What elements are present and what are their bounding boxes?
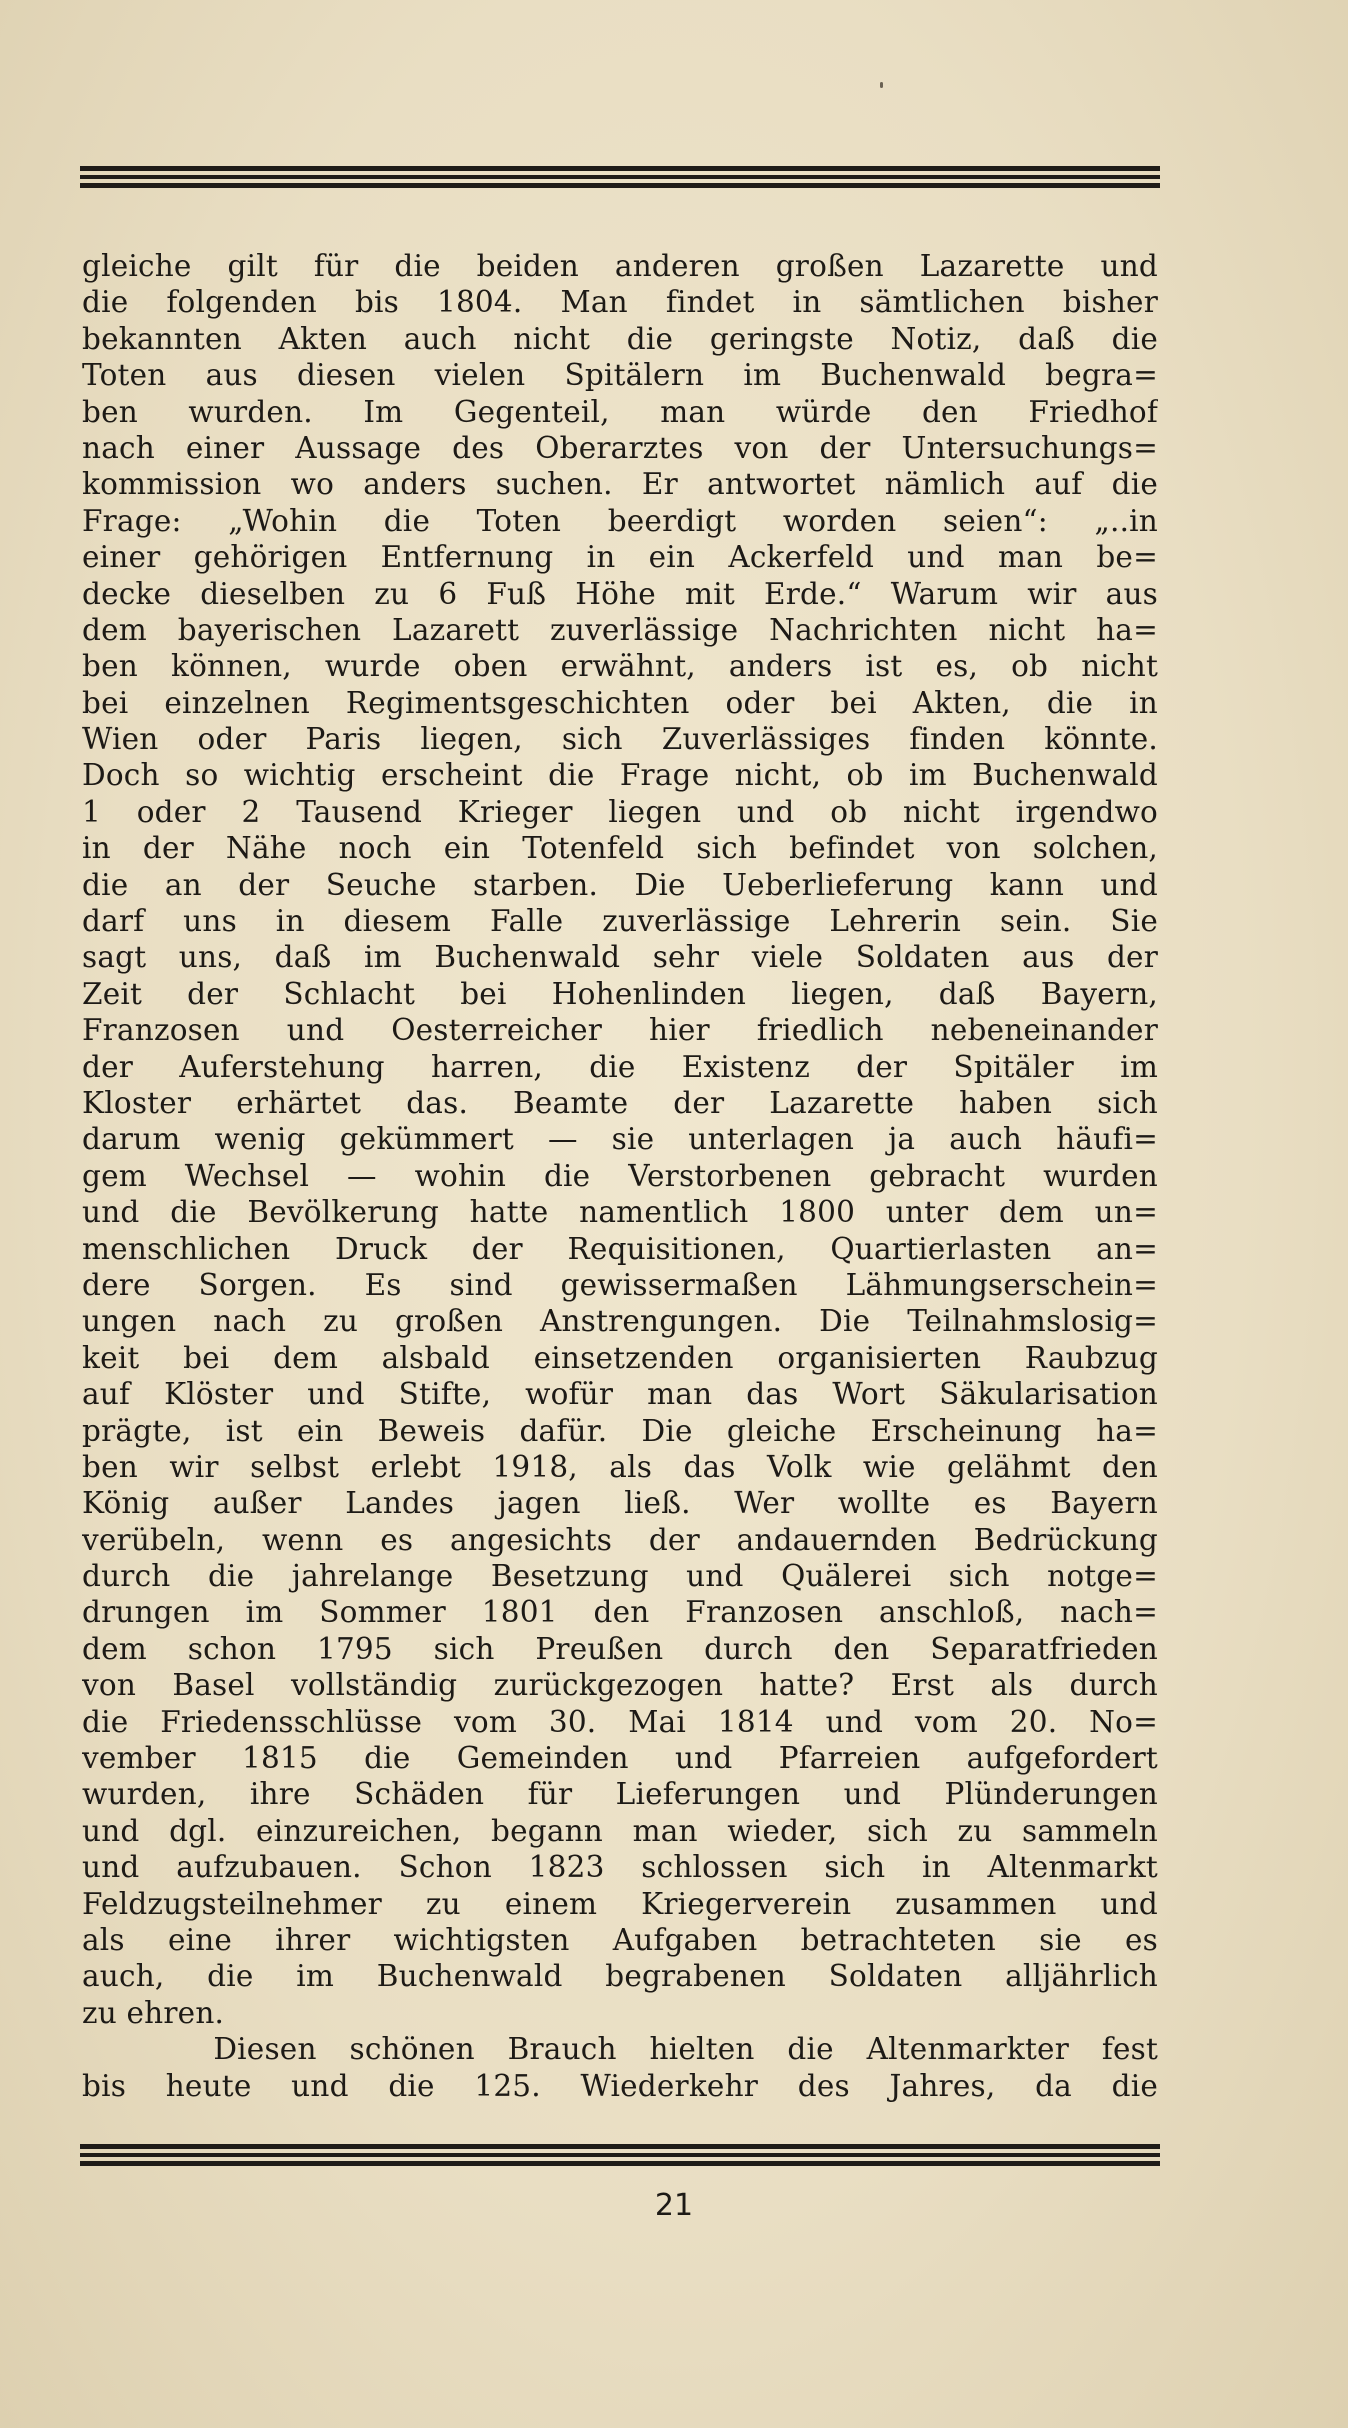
text-line: in der Nähe noch ein Totenfeld sich befindet von solchen, xyxy=(82,831,1158,866)
text-line: und aufzubauen. Schon 1823 schlossen sich in Altenmarkt xyxy=(82,1850,1158,1885)
text-line: decke dieselben zu 6 Fuß Höhe mit Erde.“ Warum wir aus xyxy=(82,576,1158,611)
text-line: dere Sorgen. Es sind gewissermaßen Lähmungserschein= xyxy=(82,1267,1158,1302)
footer-rule xyxy=(80,2144,1160,2166)
text-line: ben wir selbst erlebt 1918, als das Volk wie gelähmt den xyxy=(82,1449,1158,1484)
text-line: wurden, ihre Schäden für Lieferungen und Plünderungen xyxy=(82,1777,1158,1812)
text-line: durch die jahrelange Besetzung und Quälerei sich notge= xyxy=(82,1559,1158,1594)
text-line: nach einer Aussage des Oberarztes von der Untersuchungs= xyxy=(82,430,1158,465)
text-line: auch, die im Buchenwald begrabenen Soldaten alljährlich xyxy=(82,1959,1158,1994)
text-line: prägte, ist ein Beweis dafür. Die gleiche Erscheinung ha= xyxy=(82,1413,1158,1448)
text-line: sagt uns, daß im Buchenwald sehr viele Soldaten aus der xyxy=(82,940,1158,975)
text-line: bis heute und die 125. Wiederkehr des Jahres, da die xyxy=(82,2068,1158,2103)
text-line: ungen nach zu großen Anstrengungen. Die Teilnahmslosig= xyxy=(82,1304,1158,1339)
text-line: vember 1815 die Gemeinden und Pfarreien aufgefordert xyxy=(82,1741,1158,1776)
text-line: und dgl. einzureichen, begann man wieder, sich zu sammeln xyxy=(82,1813,1158,1848)
text-line: Doch so wichtig erscheint die Frage nicht, ob im Buchenwald xyxy=(82,758,1158,793)
text-line: auf Klöster und Stifte, wofür man das Wort Säkularisation xyxy=(82,1377,1158,1412)
text-line: die Friedensschlüsse vom 30. Mai 1814 und vom 20. No= xyxy=(82,1704,1158,1739)
text-line: Wien oder Paris liegen, sich Zuverlässiges finden könnte. xyxy=(82,722,1158,757)
paper-speck xyxy=(880,82,883,88)
text-line: darum wenig gekümmert — sie unterlagen ja auch häufi= xyxy=(82,1122,1158,1157)
text-line: Feldzugsteilnehmer zu einem Kriegerverein zusammen und xyxy=(82,1886,1158,1921)
text-line: dem bayerischen Lazarett zuverlässige Nachrichten nicht ha= xyxy=(82,612,1158,647)
text-line: bei einzelnen Regimentsgeschichten oder bei Akten, die in xyxy=(82,685,1158,720)
text-line: Diesen schönen Brauch hielten die Altenmarkter fest xyxy=(82,2032,1158,2067)
text-line: die an der Seuche starben. Die Ueberlieferung kann und xyxy=(82,867,1158,902)
text-line: gleiche gilt für die beiden anderen großen Lazarette und xyxy=(82,249,1158,283)
text-line: als eine ihrer wichtigsten Aufgaben betrachteten sie es xyxy=(82,1922,1158,1957)
text-line: dem schon 1795 sich Preußen durch den Separatfrieden xyxy=(82,1631,1158,1666)
text-line: kommission wo anders suchen. Er antwortet nämlich auf die xyxy=(82,467,1158,502)
text-line: menschlichen Druck der Requisitionen, Quartierlasten an= xyxy=(82,1231,1158,1266)
text-line: die folgenden bis 1804. Man findet in sämtlichen bisher xyxy=(82,285,1158,320)
text-line: von Basel vollständig zurückgezogen hatte? Erst als durch xyxy=(82,1668,1158,1703)
text-line: Franzosen und Oesterreicher hier friedlich nebeneinander xyxy=(82,1013,1158,1048)
text-line: darf uns in diesem Falle zuverlässige Lehrerin sein. Sie xyxy=(82,904,1158,939)
text-line: drungen im Sommer 1801 den Franzosen anschloß, nach= xyxy=(82,1595,1158,1630)
text-line: keit bei dem alsbald einsetzenden organisierten Raubzug xyxy=(82,1340,1158,1375)
text-line: und die Bevölkerung hatte namentlich 1800 unter dem un= xyxy=(82,1195,1158,1230)
text-line: Toten aus diesen vielen Spitälern im Buchenwald begra= xyxy=(82,358,1158,393)
text-line: bekannten Akten auch nicht die geringste Notiz, daß die xyxy=(82,321,1158,356)
text-line: Kloster erhärtet das. Beamte der Lazarette haben sich xyxy=(82,1085,1158,1120)
text-line: einer gehörigen Entfernung in ein Ackerfeld und man be= xyxy=(82,540,1158,575)
text-line: Zeit der Schlacht bei Hohenlinden liegen, daß Bayern, xyxy=(82,976,1158,1011)
text-line: ben können, wurde oben erwähnt, anders ist es, ob nicht xyxy=(82,649,1158,684)
text-line: zu ehren. xyxy=(82,1995,225,2030)
header-rule xyxy=(80,166,1160,188)
text-line: 1 oder 2 Tausend Krieger liegen und ob nicht irgendwo xyxy=(82,794,1158,829)
text-line: verübeln, wenn es angesichts der andauernden Bedrückung xyxy=(82,1522,1158,1557)
page-number: 21 xyxy=(654,2188,694,2223)
text-line: der Auferstehung harren, die Existenz der Spitäler im xyxy=(82,1049,1158,1084)
text-line: ben wurden. Im Gegenteil, man würde den Friedhof xyxy=(82,394,1158,429)
body-text xyxy=(82,248,1158,2104)
text-line: gem Wechsel — wohin die Verstorbenen gebracht wurden xyxy=(82,1158,1158,1193)
text-line: König außer Landes jagen ließ. Wer wollte es Bayern xyxy=(82,1486,1158,1521)
text-line: Frage: „Wohin die Toten beerdigt worden seien“: „..in xyxy=(82,503,1158,538)
